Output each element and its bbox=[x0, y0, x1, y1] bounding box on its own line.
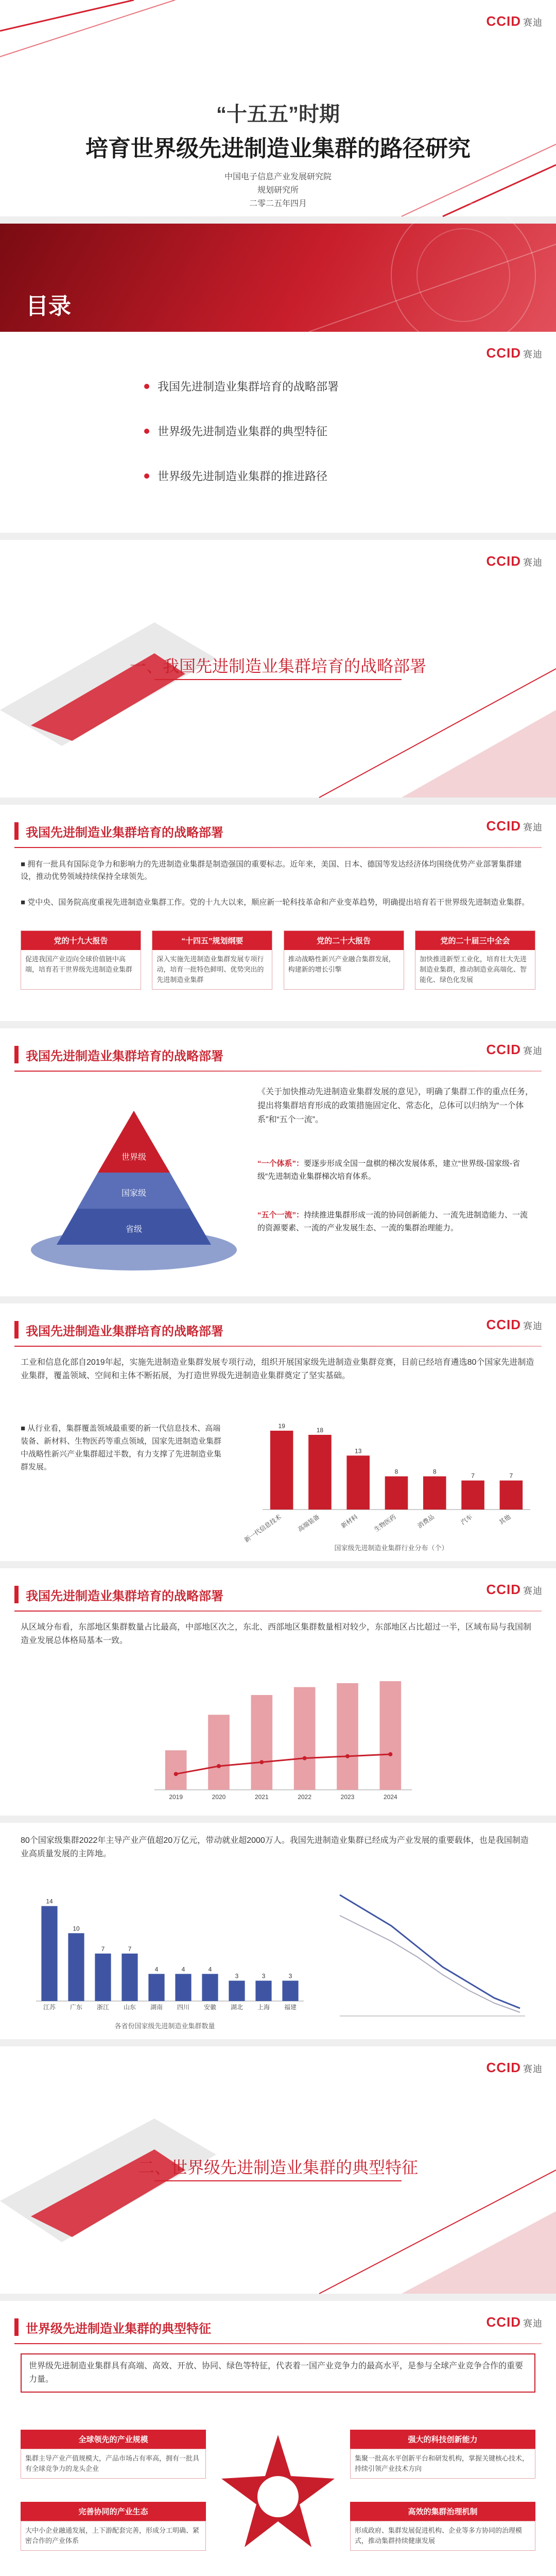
cover-org1: 中国电子信息产业发展研究院 bbox=[224, 173, 332, 181]
pyramid-level-mid: 国家级 bbox=[121, 1189, 147, 1198]
bar bbox=[380, 1681, 402, 1790]
intro-box: 世界级先进制造业集群具有高端、高效、开放、协同、绿色等特征，代表着一国产业竞争力的最高水平，是参与全球产业竞争合作的重要力量。 bbox=[21, 2353, 535, 2393]
series-line bbox=[176, 1754, 391, 1774]
industry-bar-chart bbox=[243, 1406, 535, 1544]
toc-decoration bbox=[0, 224, 556, 332]
brand-logo: CCID 赛迪 bbox=[486, 345, 543, 361]
brand-logo: CCID 赛迪 bbox=[486, 2060, 543, 2075]
point bbox=[388, 1752, 392, 1756]
slide-title: 我国先进制造业集群培育的战略部署 bbox=[14, 1321, 223, 1338]
toc-item[interactable]: 世界级先进制造业集群的典型特征 bbox=[144, 423, 339, 439]
bar bbox=[251, 1695, 273, 1790]
title-rule bbox=[14, 847, 542, 848]
brand-logo: CCID 赛迪 bbox=[486, 1042, 543, 1057]
province-bar-chart bbox=[21, 1879, 309, 2019]
strategy-slide-2 bbox=[0, 1028, 556, 1296]
tick-label: 2021 bbox=[254, 1793, 269, 1801]
section-underline bbox=[154, 679, 402, 680]
data-label: 3 bbox=[262, 1972, 266, 1980]
brand-logo: CCID 赛迪 bbox=[486, 13, 543, 29]
intro-text: 80个国家级集群2022年主导产业产值超20万亿元，带动就业超2000万人。我国先进制造业集群已经成为产业发展的重要载体，也是我国制造业高质量发展的主阵地。 bbox=[21, 1836, 529, 1858]
bar bbox=[385, 1477, 408, 1510]
tick-label: 2023 bbox=[340, 1793, 355, 1801]
tick-label: 湖南 bbox=[150, 2004, 163, 2011]
pyramid-level-top: 世界级 bbox=[121, 1153, 147, 1162]
section-2-slide bbox=[0, 2046, 556, 2294]
section-title: 一、我国先进制造业集群培育的战略部署 bbox=[129, 657, 426, 675]
tick-label: 生物医药 bbox=[373, 1513, 397, 1533]
section-title: 二、世界级先进制造业集群的典型特征 bbox=[137, 2158, 418, 2177]
data-label: 4 bbox=[154, 1965, 159, 1973]
tick-label: 2020 bbox=[212, 1793, 226, 1801]
strategy-slide-3 bbox=[0, 1303, 556, 1561]
bar bbox=[461, 1481, 484, 1510]
bar bbox=[337, 1683, 358, 1790]
toc-item[interactable]: 世界级先进制造业集群的推进路径 bbox=[144, 468, 339, 484]
divider bbox=[0, 2294, 556, 2301]
bar bbox=[95, 1954, 111, 2001]
cover-date: 二零二五年四月 bbox=[249, 199, 307, 208]
brand-logo: CCID 赛迪 bbox=[486, 818, 543, 834]
brand-logo: CCID 赛迪 bbox=[486, 553, 543, 569]
data-label: 4 bbox=[208, 1965, 212, 1973]
divider bbox=[0, 1021, 556, 1028]
divider bbox=[0, 1816, 556, 1823]
slide-title: 世界级先进制造业集群的典型特征 bbox=[14, 2318, 211, 2336]
policy-card: 党的二十届三中全会 加快推进新型工业化，培育壮大先进制造业集群，推动制造业高端化、智能化、绿色化发展 bbox=[415, 930, 535, 990]
bar bbox=[500, 1481, 523, 1510]
tick-label: 新材料 bbox=[339, 1513, 359, 1530]
divider bbox=[0, 533, 556, 540]
toc-list bbox=[144, 378, 339, 484]
tick-label: 湖北 bbox=[230, 2004, 244, 2011]
tick-label: 山东 bbox=[123, 2004, 136, 2011]
bar bbox=[175, 1974, 191, 2001]
bullet-icon bbox=[144, 384, 149, 389]
feature-card: 完善协同的产业生态 大中小企业融通发展，上下游配套完善，形成分工明确、紧密合作的产业体系 bbox=[21, 2502, 206, 2551]
divider bbox=[0, 1296, 556, 1303]
bar bbox=[229, 1980, 245, 2001]
chart-caption: 各省份国家级先进制造业集群数量 bbox=[114, 2022, 215, 2030]
data-label: 14 bbox=[46, 1897, 53, 1905]
tick-label: 广东 bbox=[70, 2004, 83, 2011]
bar bbox=[148, 1974, 164, 2001]
bullet-icon bbox=[144, 429, 149, 434]
tick-label: 福建 bbox=[284, 2004, 297, 2011]
slide-title: 我国先进制造业集群培育的战略部署 bbox=[14, 1046, 223, 1063]
cover-org2: 规划研究所 bbox=[257, 186, 299, 195]
point bbox=[345, 1754, 350, 1758]
data-label: 7 bbox=[509, 1472, 513, 1480]
tick-label: 2019 bbox=[169, 1793, 183, 1801]
point-head: “一个体系”： bbox=[257, 1159, 304, 1168]
data-label: 8 bbox=[394, 1468, 398, 1476]
slide-title: 我国先进制造业集群培育的战略部署 bbox=[14, 822, 223, 840]
bullet-icon bbox=[144, 473, 149, 479]
data-label: 3 bbox=[235, 1972, 239, 1980]
policy-card: “十四五”规划纲要 深入实施先进制造业集群发展专项行动，培育一批特色鲜明、优势突出的先进制造业集群 bbox=[152, 930, 272, 990]
data-label: 18 bbox=[316, 1427, 324, 1434]
region-trend-chart bbox=[134, 1656, 422, 1810]
toc-heading: 目录 bbox=[26, 294, 71, 319]
point-block-1: “一个体系”：要逐步形成全国一盘棋的梯次发展体系，建立“世界级-国家级-省级”先进制造业集群梯次培育体系。 bbox=[257, 1159, 520, 1181]
title-rule bbox=[14, 1346, 542, 1347]
bar bbox=[202, 1974, 218, 2001]
data-label: 7 bbox=[128, 1945, 132, 1953]
feature-card: 高效的集群治理机制 形成政府、集群发展促进机构、企业等多方协同的治理模式，推动集群持续健康发展 bbox=[350, 2502, 535, 2551]
left-text: ■ 从行业看，集群覆盖领域最重要的新一代信息技术、高端装备、新材料、生物医药等重点领域，国家先进制造业集群中战略性新兴产业集群超过半数，有力支撑了先进制造业集群发展。 bbox=[21, 1424, 222, 1471]
bar bbox=[208, 1715, 230, 1790]
intro-text: 从区域分布看，东部地区集群数量占比最高，中部地区次之，东北、西部地区集群数量相对较少，东部地区占比超过一半，区域布局与我国制造业发展总体格局基本一致。 bbox=[21, 1623, 532, 1645]
data-label: 8 bbox=[432, 1468, 437, 1476]
cover-slide bbox=[0, 0, 556, 216]
policy-cards bbox=[21, 930, 535, 990]
bar bbox=[346, 1455, 370, 1510]
intro-text: 《关于加快推动先进制造业集群发展的意见》，明确了集群工作的重点任务，提出将集群培育形成的政策措施固定化、常态化，总体可以归纳为“一个体系”和“五个一流”。 bbox=[257, 1088, 534, 1124]
tick-label: 江苏 bbox=[43, 2004, 56, 2011]
cover-title: 培育世界级先进制造业集群的路径研究 bbox=[85, 136, 471, 161]
title-rule bbox=[14, 1611, 542, 1612]
pyramid-diagram bbox=[26, 1100, 242, 1276]
brand-logo: CCID 赛迪 bbox=[486, 2314, 543, 2330]
bar bbox=[423, 1477, 446, 1510]
section-underline bbox=[154, 2180, 402, 2181]
tick-label: 2024 bbox=[383, 1793, 397, 1801]
title-rule bbox=[14, 2343, 542, 2344]
point bbox=[259, 1760, 264, 1764]
policy-card: 党的十九大报告 促进我国产业迈向全球价值链中高端，培育若干世界级先进制造业集群 bbox=[21, 930, 141, 990]
point bbox=[174, 1772, 178, 1776]
data-label: 10 bbox=[73, 1925, 80, 1933]
tick-label: 2022 bbox=[298, 1793, 312, 1801]
tick-label: 消费品 bbox=[416, 1513, 436, 1530]
data-label: 7 bbox=[101, 1945, 105, 1953]
section-1-slide bbox=[0, 540, 556, 798]
tick-label: 四川 bbox=[177, 2004, 190, 2011]
tick-label: 其他 bbox=[497, 1513, 512, 1527]
policy-card: 党的二十大报告 推动战略性新兴产业融合集群发展，构建新的增长引擎 bbox=[284, 930, 404, 990]
point bbox=[303, 1756, 307, 1760]
tick-label: 浙江 bbox=[96, 2004, 110, 2011]
title-rule bbox=[14, 1071, 542, 1072]
point bbox=[217, 1764, 221, 1768]
chart-caption: 国家级先进制造业集群行业分布（个） bbox=[334, 1544, 448, 1552]
pyramid-level-base: 省级 bbox=[125, 1225, 143, 1234]
bar bbox=[121, 1954, 137, 2001]
data-label: 4 bbox=[181, 1965, 185, 1973]
data-label: 3 bbox=[288, 1972, 292, 1980]
data-label: 7 bbox=[471, 1472, 475, 1480]
divider bbox=[0, 1561, 556, 1568]
feature-card: 全球领先的产业规模 集群主导产业产值规模大，产品市场占有率高，拥有一批具有全球竞争力的龙头企业 bbox=[21, 2430, 206, 2479]
decline-line-chart bbox=[329, 1879, 535, 2024]
bar bbox=[270, 1431, 293, 1510]
divider bbox=[0, 216, 556, 224]
tick-label: 高端装备 bbox=[296, 1513, 321, 1533]
star-diagram bbox=[216, 2430, 340, 2553]
data-label: 13 bbox=[355, 1447, 362, 1455]
intro-text-2: ■ 党中央、国务院高度重视先进制造业集群工作。党的十九大以来，顺应新一轮科技革命和产业变革趋势，明确提出培育若干世界级先进制造业集群。 bbox=[21, 898, 530, 907]
features-slide bbox=[0, 2301, 556, 2576]
feature-card: 强大的科技创新能力 集聚一批高水平创新平台和研发机构，掌握关键核心技术，持续引领产业技术方向 bbox=[350, 2430, 535, 2479]
brand-logo: CCID 赛迪 bbox=[486, 1317, 543, 1332]
cover-pretitle: “十五五”时期 bbox=[216, 103, 340, 126]
point-block-2: “五个一流”：持续推进集群形成一流的协同创新能力、一流先进制造能力、一流的资源要素、一流的产业发展生态、一流的集群治理能力。 bbox=[257, 1211, 528, 1232]
bar bbox=[282, 1980, 298, 2001]
data-label: 19 bbox=[278, 1422, 285, 1430]
bar bbox=[294, 1687, 316, 1790]
divider bbox=[0, 2039, 556, 2046]
strategy-slide-5 bbox=[0, 1823, 556, 2039]
toc-item[interactable]: 我国先进制造业集群培育的战略部署 bbox=[144, 378, 339, 394]
strategy-slide-1 bbox=[0, 805, 556, 1021]
slide-title: 我国先进制造业集群培育的战略部署 bbox=[14, 1586, 223, 1603]
bar bbox=[68, 1933, 84, 2001]
divider bbox=[0, 798, 556, 805]
strategy-slide-4 bbox=[0, 1568, 556, 1816]
tick-label: 汽车 bbox=[459, 1513, 474, 1527]
intro-text: ■ 拥有一批具有国际竞争力和影响力的先进制造业集群是制造强国的重要标志。近年来，美国、日本、德国等发达经济体均围绕优势产业部署集群建设，推动优势领域持续保持全球领先。 bbox=[21, 860, 522, 881]
bar bbox=[41, 1906, 57, 2001]
intro-text: 工业和信息化部自2019年起，实施先进制造业集群发展专项行动，组织开展国家级先进制造业集群竞赛，目前已经培育遴选80个国家先进制造业集群，覆盖领域、空间和主体不断拓展，为打造世界级先进制造业集群奠定了坚实基础。 bbox=[21, 1358, 534, 1380]
bar bbox=[165, 1750, 187, 1790]
tick-label: 安徽 bbox=[203, 2004, 217, 2011]
toc-slide bbox=[0, 224, 556, 533]
point-head: “五个一流”： bbox=[257, 1211, 304, 1219]
tick-label: 新一代信息技术 bbox=[243, 1513, 283, 1544]
bar bbox=[255, 1980, 271, 2001]
bar bbox=[308, 1435, 332, 1510]
tick-label: 上海 bbox=[257, 2004, 270, 2011]
brand-logo: CCID 赛迪 bbox=[486, 1582, 543, 1597]
